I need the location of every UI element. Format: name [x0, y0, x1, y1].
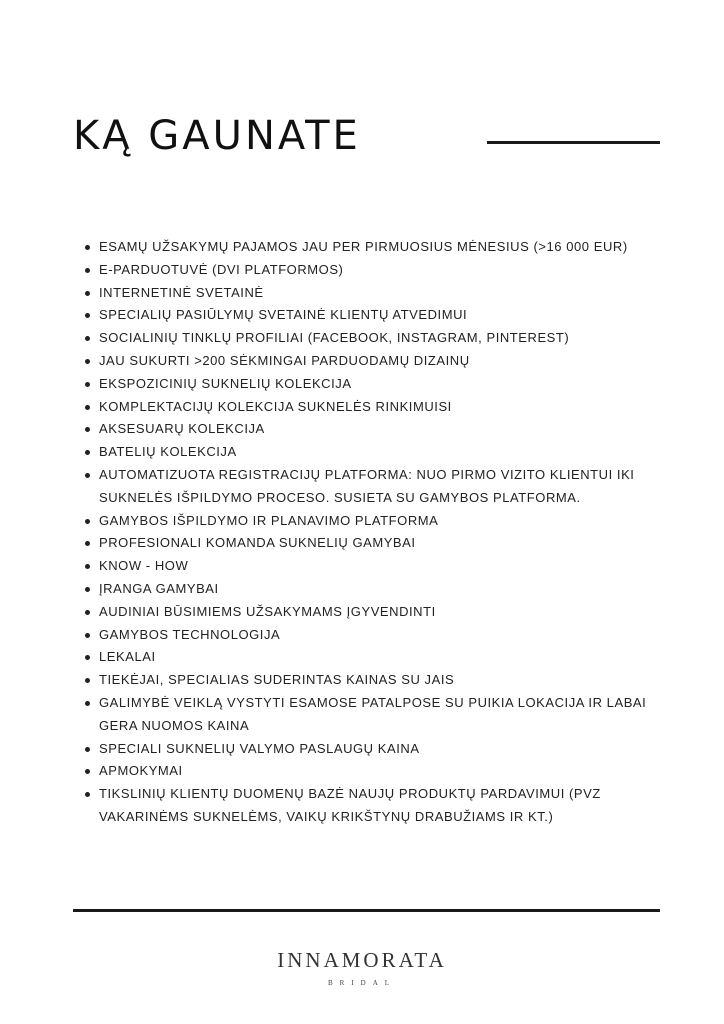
list-item: SPECIALIŲ PASIŪLYMŲ SVETAINĖ KLIENTŲ ATVEDIMUI	[80, 304, 670, 327]
title-divider	[487, 141, 660, 144]
list-item: ESAMŲ UŽSAKYMŲ PAJAMOS JAU PER PIRMUOSIUS MĖNESIUS (>16 000 EUR)	[80, 236, 670, 259]
list-item: GAMYBOS IŠPILDYMO IR PLANAVIMO PLATFORMA	[80, 510, 670, 533]
list-item: ĮRANGA GAMYBAI	[80, 578, 670, 601]
page-title: KĄ GAUNATE	[73, 113, 361, 159]
list-item: E-PARDUOTUVĖ (DVI PLATFORMOS)	[80, 259, 670, 282]
list-item: PROFESIONALI KOMANDA SUKNELIŲ GAMYBAI	[80, 532, 670, 555]
list-item: TIEKĖJAI, SPECIALIAS SUDERINTAS KAINAS SU JAIS	[80, 669, 670, 692]
list-item: JAU SUKURTI >200 SĖKMINGAI PARDUODAMŲ DIZAINŲ	[80, 350, 670, 373]
list-item: GALIMYBĖ VEIKLĄ VYSTYTI ESAMOSE PATALPOSE SU PUIKIA LOKACIJA IR LABAI GERA NUOMOS KAINA	[80, 692, 670, 738]
list-item: INTERNETINĖ SVETAINĖ	[80, 282, 670, 305]
brand-logo: INNAMORATA	[277, 948, 447, 972]
list-item: AUDINIAI BŪSIMIEMS UŽSAKYMAMS ĮGYVENDINTI	[80, 601, 670, 624]
benefits-list	[80, 236, 670, 829]
footer-divider	[73, 909, 660, 912]
list-item: EKSPOZICINIŲ SUKNELIŲ KOLEKCIJA	[80, 373, 670, 396]
list-item: APMOKYMAI	[80, 760, 670, 783]
list-item: KNOW - HOW	[80, 555, 670, 578]
list-item: GAMYBOS TECHNOLOGIJA	[80, 624, 670, 647]
list-item: SOCIALINIŲ TINKLŲ PROFILIAI (FACEBOOK, INSTAGRAM, PINTEREST)	[80, 327, 670, 350]
list-item: LEKALAI	[80, 646, 670, 669]
list-item: TIKSLINIŲ KLIENTŲ DUOMENŲ BAZĖ NAUJŲ PRODUKTŲ PARDAVIMUI (PVZ VAKARINĖMS SUKNELĖMS, VAIKŲ KRIKŠTYNŲ DRABUŽIAMS IR KT.)	[80, 783, 670, 829]
list-item: BATELIŲ KOLEKCIJA	[80, 441, 670, 464]
list-item: KOMPLEKTACIJŲ KOLEKCIJA SUKNELĖS RINKIMUISI	[80, 396, 670, 419]
list-item: AUTOMATIZUOTA REGISTRACIJŲ PLATFORMA: NUO PIRMO VIZITO KLIENTUI IKI SUKNELĖS IŠPILDYMO PROCESO. SUSIETA SU GAMYBOS PLATFORMA.	[80, 464, 670, 510]
list-item: SPECIALI SUKNELIŲ VALYMO PASLAUGŲ KAINA	[80, 738, 670, 761]
brand-tagline: BRIDAL	[327, 979, 397, 987]
list-item: AKSESUARŲ KOLEKCIJA	[80, 418, 670, 441]
